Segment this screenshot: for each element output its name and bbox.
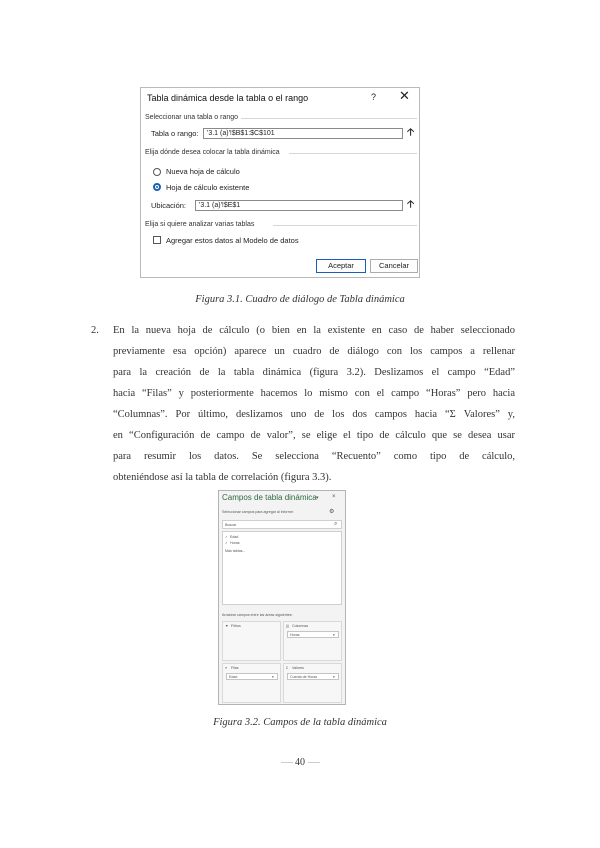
page-number-text: 40 [295,757,305,768]
search-icon: ⌕ [334,521,338,527]
figure-caption-1: Figura 3.1. Cuadro de diálogo de Tabla dinámica [195,294,405,305]
range-input[interactable]: '3.1 (a)'!$B$1:$C$101 [203,128,403,139]
gear-icon[interactable]: ⚙ [329,509,335,515]
arrow-up-icon: 🡡 [407,199,415,210]
check-icon: ✓ [225,541,229,545]
divider [308,762,320,763]
rows-field-label: Edad [229,675,238,679]
radio-new-sheet[interactable] [153,168,161,176]
field-horas[interactable]: Horas [230,541,240,545]
panel-subtitle: Seleccionar campos para agregar al informe: [222,510,294,514]
more-tables-link[interactable]: Más tablas... [225,549,246,553]
chevron-down-icon: ▾ [272,675,274,679]
paragraph-line: hacia “Filas” y posteriormente hacemos lo mismo con el campo “Horas” pero hacia [113,388,515,399]
chevron-down-icon: ▾ [333,675,335,679]
range-collapse-button[interactable] [407,128,414,138]
filters-area[interactable] [222,621,281,661]
page-number [0,757,600,768]
columns-label: Columnas [292,624,309,628]
filter-icon: ▼ [225,624,229,628]
paragraph-line: En la nueva hoja de cálculo (o bien en la existente en caso de haber seleccionado [113,325,515,336]
values-area[interactable] [283,663,342,703]
pivot-table-dialog [140,87,420,278]
section-multiple-tables: Elija si quiere analizar varias tablas [145,221,255,228]
values-field[interactable] [287,673,339,680]
section-select-range: Seleccionar una tabla o rango [145,114,239,121]
paragraph [113,320,515,488]
cancel-button[interactable]: Cancelar [370,259,418,273]
columns-field-label: Horas [290,633,300,637]
search-field[interactable] [222,520,342,529]
columns-icon: ||| [286,624,289,628]
divider [273,225,417,226]
data-model-checkbox[interactable] [153,236,161,244]
field-list [222,531,342,605]
ok-button[interactable]: Aceptar [316,259,366,273]
paragraph-line: en “Configuración de campo de valor”, se elige el tipo de cálculo que se desea usar [113,430,515,441]
drag-instructions: Arrastrar campos entre las áreas siguientes: [222,613,293,617]
values-field-label: Cuenta de Horas [290,675,318,679]
rows-icon: ≡ [225,666,228,670]
sigma-icon: Σ [286,666,289,670]
radio-existing-sheet[interactable] [153,183,161,191]
columns-area[interactable] [283,621,342,661]
field-edad[interactable]: Edad [230,535,239,539]
close-icon[interactable]: × [332,494,336,500]
option-new-sheet-label: Nueva hoja de cálculo [166,167,240,176]
dialog-title: Tabla dinámica desde la tabla o el rango [147,93,309,103]
section-placement: Elija dónde desea colocar la tabla dinámica [145,149,280,156]
rows-label: Filas [231,666,239,670]
location-label: Ubicación: [151,201,187,210]
check-icon: ✓ [225,535,229,539]
paragraph-line: “Columnas”. Por último, deslizamos uno de los dos campos hacia “Σ Valores” y, [113,409,515,420]
range-label: Tabla o rango: [151,129,199,138]
option-existing-sheet-label: Hoja de cálculo existente [166,183,250,192]
close-icon[interactable]: ✕ [399,88,410,103]
data-model-label: Agregar estos datos al Modelo de datos [166,236,299,245]
list-number: 2. [91,325,99,336]
values-label: Valores [292,666,304,670]
divider [289,153,417,154]
columns-field[interactable] [287,631,339,638]
location-input[interactable]: '3.1 (a)'!$E$1 [195,200,403,211]
divider [281,762,293,763]
location-collapse-button[interactable] [407,200,414,210]
chevron-down-icon: ▾ [333,633,335,637]
rows-area[interactable] [222,663,281,703]
paragraph-line: obteniéndose así la tabla de correlación (figura 3.3). [113,472,332,483]
help-button[interactable]: ? [371,92,377,102]
arrow-up-icon: 🡡 [407,127,415,138]
filters-label: Filtros [231,624,241,628]
pivot-fields-panel [218,490,346,705]
panel-title: Campos de tabla dinámica [222,493,317,502]
paragraph-line: previamente esa opción) aparece un cuadro de diálogo con los campos a rellenar [113,346,515,357]
paragraph-line: para la creación de la tabla dinámica (figura 3.2). Deslizamos el campo “Edad” [113,367,515,378]
divider [241,118,417,119]
dropdown-icon[interactable]: ▾ [316,495,319,501]
search-placeholder: Buscar [225,523,237,527]
paragraph-line: para resumir los datos. Se selecciona “Recuento” como tipo de cálculo, [113,451,515,462]
figure-caption-2: Figura 3.2. Campos de la tabla dinámica [213,717,387,728]
rows-field[interactable] [226,673,278,680]
